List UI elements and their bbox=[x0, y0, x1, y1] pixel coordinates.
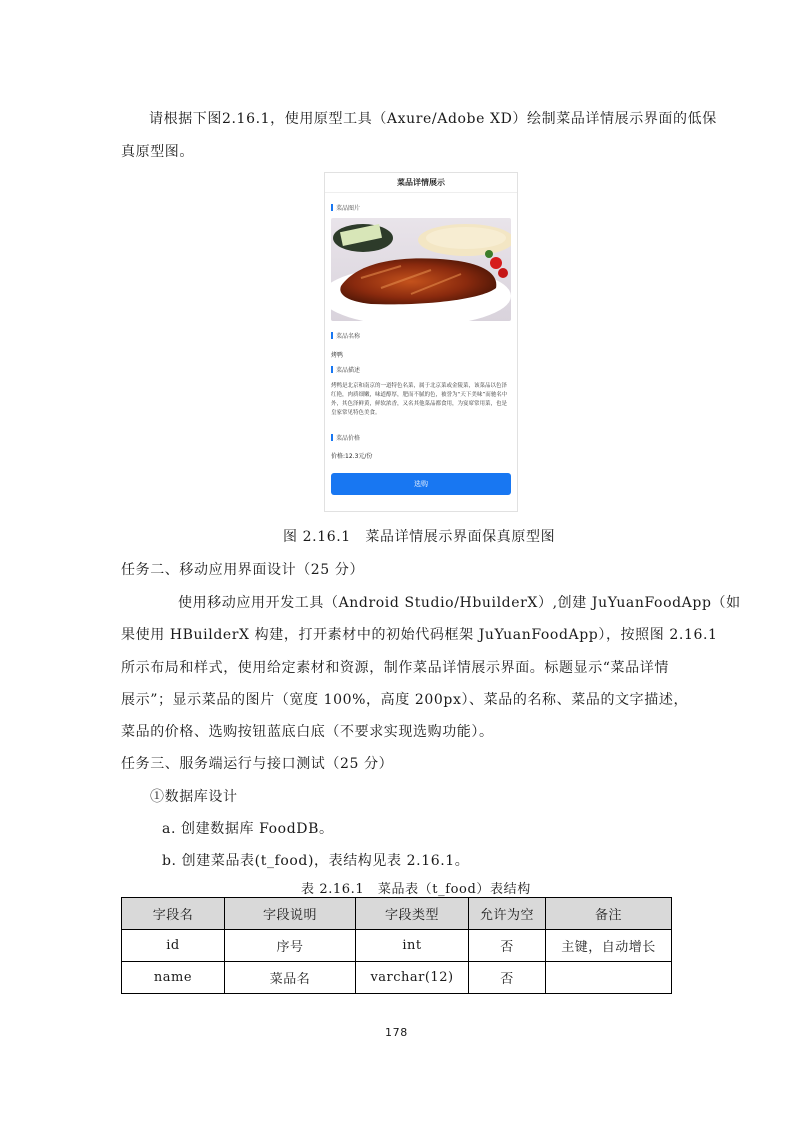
task2-heading: 任务二、移动应用界面设计（25 分） bbox=[121, 562, 365, 578]
section-marker bbox=[331, 332, 333, 339]
table-row bbox=[122, 930, 672, 962]
table-cell: 菜品名 bbox=[225, 962, 356, 994]
intro-line-1: 请根据下图2.16.1，使用原型工具（Axure/Adobe XD）绘制菜品详情展示界面的低保 bbox=[149, 111, 717, 127]
table-cell: 序号 bbox=[225, 930, 356, 962]
dish-image bbox=[331, 218, 511, 321]
table-row bbox=[122, 962, 672, 994]
dish-name: 烤鸭 bbox=[331, 352, 344, 359]
section-label-text: 菜品名称 bbox=[336, 333, 361, 340]
database-design-subheading: ①数据库设计 bbox=[150, 789, 238, 805]
section-label-name bbox=[331, 331, 360, 340]
column-header: 字段类型 bbox=[356, 898, 469, 930]
section-label-image bbox=[331, 203, 360, 212]
table-cell bbox=[546, 962, 672, 994]
column-header: 备注 bbox=[546, 898, 672, 930]
task2-paragraph-line: 菜品的价格、选购按钮蓝底白底（不要求实现选购功能）。 bbox=[121, 724, 494, 740]
column-header: 字段说明 bbox=[225, 898, 356, 930]
roast-duck-photo bbox=[331, 218, 511, 321]
task3-item-b: b. 创建菜品表(t_food)，表结构见表 2.16.1。 bbox=[162, 853, 470, 869]
task3-item-a: a. 创建数据库 FoodDB。 bbox=[162, 821, 334, 837]
dish-description: 烤鸭是北京和南京的一道特色名菜，属于北京菜或金陵菜，该菜品以色泽红艳，肉质细嫩，味道醇厚，肥而不腻的色，被誉为“天下美味”而驰名中外，其色泽鲜黄，鲜软浓香，又名其他菜品都食用，为宴席常用菜，也是皇家常见特色美食。 bbox=[331, 383, 508, 416]
section-label-text: 菜品价格 bbox=[336, 435, 361, 442]
task2-paragraph-line: 果使用 HBuilderX 构建，打开素材中的初始代码框架 JuYuanFoodApp），按照图 2.16.1 bbox=[121, 627, 718, 643]
task3-heading: 任务三、服务端运行与接口测试（25 分） bbox=[121, 756, 394, 772]
column-header: 字段名 bbox=[122, 898, 225, 930]
column-header: 允许为空 bbox=[469, 898, 546, 930]
table-cell: id bbox=[122, 930, 225, 962]
table-cell: int bbox=[356, 930, 469, 962]
page-number: 178 bbox=[385, 1026, 408, 1039]
figure-caption: 图 2.16.1 菜品详情展示界面保真原型图 bbox=[283, 529, 556, 545]
table-caption: 表 2.16.1 菜品表（t_food）表结构 bbox=[301, 882, 531, 897]
table-header-row bbox=[122, 898, 672, 930]
table-cell: name bbox=[122, 962, 225, 994]
task2-paragraph-line: 所示布局和样式，使用给定素材和资源，制作菜品详情展示界面。标题显示“菜品详情 bbox=[121, 660, 669, 676]
table-cell: 主键，自动增长 bbox=[546, 930, 672, 962]
phone-mockup bbox=[324, 172, 518, 512]
section-marker bbox=[331, 434, 333, 441]
section-marker bbox=[331, 366, 333, 373]
section-marker bbox=[331, 204, 333, 211]
section-label-description bbox=[331, 365, 360, 374]
mockup-title: 菜品详情展示 bbox=[397, 178, 445, 187]
task2-paragraph-line: 展示”；显示菜品的图片（宽度 100%，高度 200px）、菜品的名称、菜品的文字描述， bbox=[121, 692, 689, 708]
mockup-title-divider bbox=[325, 192, 517, 193]
intro-line-2: 真原型图。 bbox=[121, 144, 194, 160]
section-label-text: 菜品图片 bbox=[336, 205, 361, 212]
task2-paragraph-line: 使用移动应用开发工具（Android Studio/HbuilderX）,创建 JuYuanFoodApp（如 bbox=[178, 595, 741, 611]
section-label-price bbox=[331, 433, 360, 442]
table-cell: varchar(12) bbox=[356, 962, 469, 994]
section-label-text: 菜品描述 bbox=[336, 367, 361, 374]
buy-button[interactable]: 选购 bbox=[331, 473, 511, 495]
food-table-structure bbox=[121, 897, 672, 994]
dish-price: 价格:12.3元/份 bbox=[331, 453, 373, 460]
table-cell: 否 bbox=[469, 930, 546, 962]
table-cell: 否 bbox=[469, 962, 546, 994]
